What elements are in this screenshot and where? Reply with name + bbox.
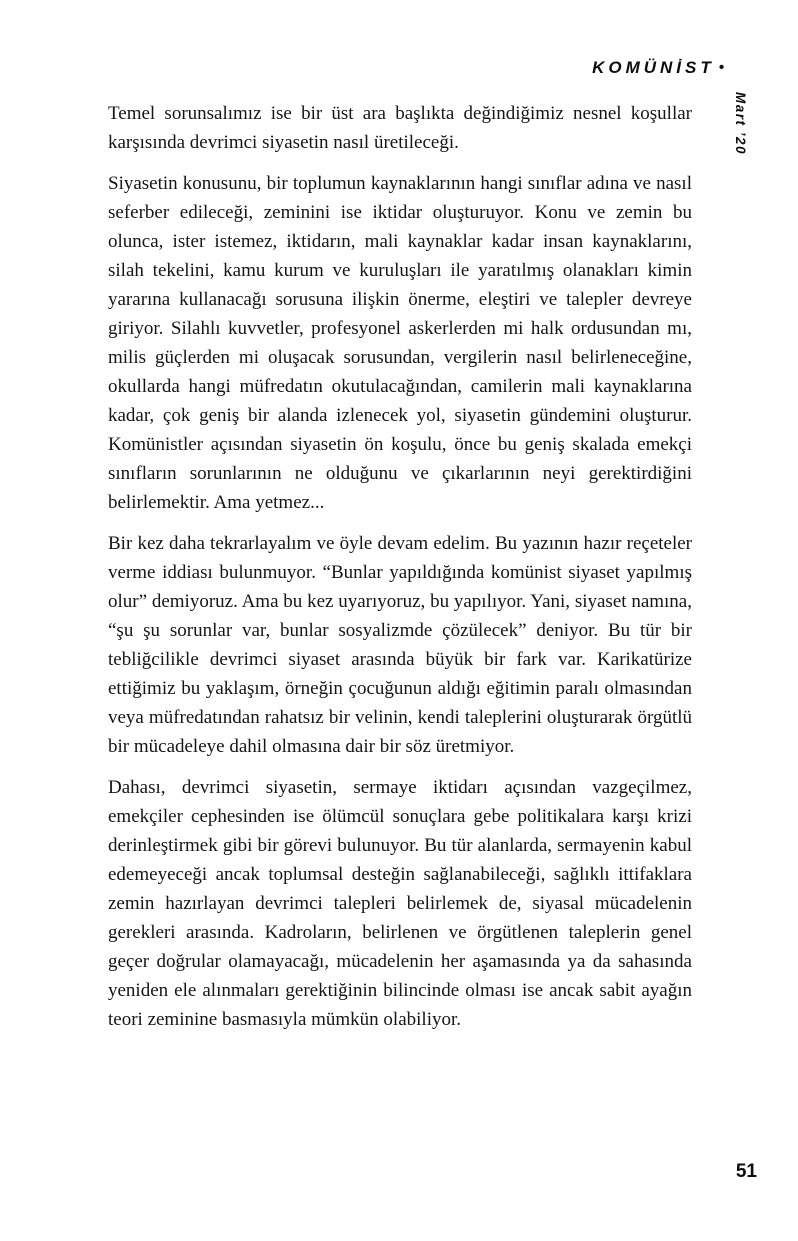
article-body	[108, 99, 692, 1046]
header-bullet-icon: •	[718, 59, 724, 76]
journal-title: KOMÜNİST	[592, 58, 715, 77]
paragraph-2: Siyasetin konusunu, bir toplumun kaynaklarının hangi sınıflar adına ve nasıl seferber edileceği, zeminini ise iktidar oluşturuyor. Konu ve zemin bu olunca, ister istemez, iktidarın, mali kaynaklar kadar insan kaynaklarını, silah tekelini, kamu kurum ve kuruluşları ile yaratılmış olanakları kimin yararına kullanacağı sorusuna ilişkin önerme, eleştiri ve talepler devreye giriyor. Silahlı kuvvetler, profesyonel askerlerden mi halk ordusundan mı, milis güçlerden mi oluşacak sorusundan, vergilerin nasıl belirleneceğine, okullarda hangi müfredatın okutulacağından, camilerin mali kaynaklarına kadar, çok geniş bir alanda izlenecek yol, siyasetin gündemini oluşturur. Komünistler açısından siyasetin ön koşulu, önce bu geniş skalada emekçi sınıfların sorunlarının ne olduğunu ve çıkarlarının neyi gerektirdiğini belirlemektir. Ama yetmez...	[108, 173, 692, 513]
page-number: 51	[735, 1161, 757, 1182]
paragraph-3: Bir kez daha tekrarlayalım ve öyle devam edelim. Bu yazının hazır reçeteler verme iddiası bulunmuyor. “Bunlar yapıldığında komünist siyaset yapılmış olur” demiyoruz. Ama bu kez uyarıyoruz, bu yapılıyor. Yani, siyaset namına, “şu şu sorunlar var, bunlar sosyalizmde çözülecek” deniyor. Bu tür bir tebliğcilikle devrimci siyaset arasında büyük bir fark var. Karikatürize ettiğimiz bu yaklaşım, örneğin çocuğunun aldığı eğitimin paralı olmasından veya müfredatından rahatsız bir velinin, kendi taleplerini oluşturarak örgütlü bir mücadeleye dahil olmasına dair bir söz üretmiyor.	[108, 533, 692, 757]
issue-date: Mart ’20	[733, 92, 748, 156]
paragraph-4: Dahası, devrimci siyasetin, sermaye iktidarı açısından vazgeçilmez, emekçiler cephesinden ise ölümcül sonuçlara gebe politikalara karşı krizi derinleştirmek gibi bir görevi bulunuyor. Bu tür alanlarda, sermayenin kabul edemeyeceği ancak toplumsal desteğin sağlanabileceği, sağlıklı ittifaklara zemin hazırlayan devrimci talepleri belirlemek de, siyasal mücadelenin gerekleri arasında. Kadroların, belirlenen ve örgütlenen taleplerin genel geçer doğrular olamayacağı, mücadelenin her aşamasında ya da sahasında yeniden ele alınmaları gerektiğinin bilincinde olması ise ancak sabit ayağın teori zeminine basmasıyla mümkün olabiliyor.	[108, 777, 692, 1030]
page-header	[592, 58, 724, 78]
paragraph-1: Temel sorunsalımız ise bir üst ara başlıkta değindiğimiz nesnel koşullar karşısında devrimci siyasetin nasıl üretileceği.	[108, 103, 692, 153]
